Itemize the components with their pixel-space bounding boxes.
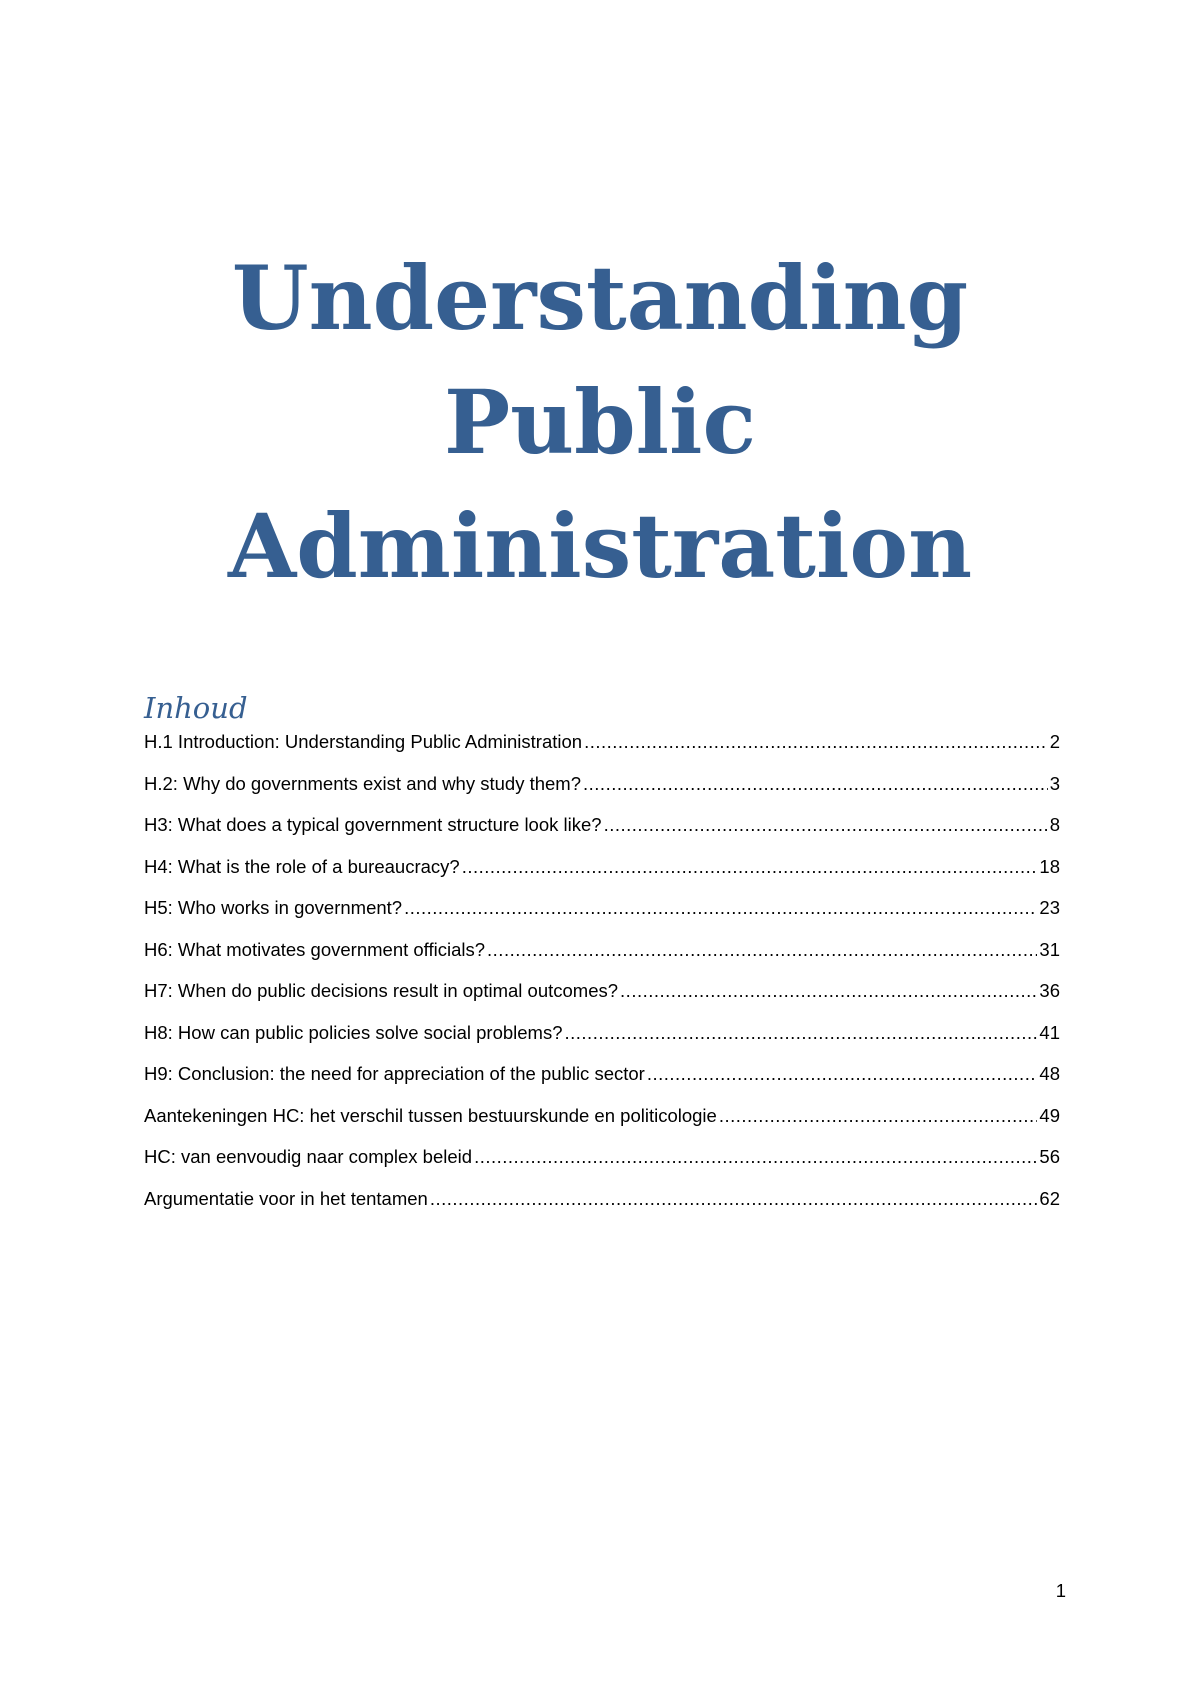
title-line-2: Public — [443, 370, 757, 474]
toc-dot-leader — [620, 979, 1037, 1003]
toc-dot-leader — [404, 896, 1037, 920]
toc-entry-page: 3 — [1049, 772, 1060, 794]
toc-entry-page: 49 — [1039, 1104, 1060, 1126]
toc-entry-page: 8 — [1049, 814, 1060, 835]
toc-list — [144, 730, 1060, 1228]
toc-entry-label: H9: Conclusion: the need for appreciation of the public sector — [144, 1063, 645, 1084]
toc-dot-leader — [583, 772, 1048, 796]
toc-entry-h4[interactable] — [144, 855, 1060, 897]
toc-dot-leader — [604, 813, 1048, 837]
toc-dot-leader — [584, 730, 1048, 754]
toc-entry-page: 18 — [1039, 855, 1060, 877]
toc-dot-leader — [647, 1062, 1038, 1086]
toc-entry-label: H8: How can public policies solve social problems? — [144, 1021, 563, 1043]
toc-entry-h5[interactable] — [144, 896, 1060, 938]
toc-dot-leader — [719, 1104, 1038, 1128]
toc-entry-label: H6: What motivates government officials? — [144, 938, 486, 960]
toc-entry-page: 31 — [1039, 938, 1060, 960]
title-line-1: Understanding — [231, 246, 969, 350]
toc-entry-page: 2 — [1049, 731, 1060, 752]
toc-entry-page: 48 — [1039, 1063, 1060, 1084]
table-of-contents — [144, 690, 1060, 1228]
toc-entry-h1[interactable] — [144, 730, 1060, 772]
toc-entry-label: H.1 Introduction: Understanding Public Administration — [144, 731, 583, 752]
toc-dot-leader — [430, 1187, 1038, 1211]
toc-entry-label: H3: What does a typical government structure look like? — [144, 814, 602, 835]
toc-entry-h7[interactable] — [144, 979, 1060, 1021]
toc-dot-leader — [565, 1021, 1038, 1045]
toc-entry-h2[interactable] — [144, 772, 1060, 814]
toc-entry-label: H5: Who works in government? — [144, 897, 403, 918]
toc-entry-page: 23 — [1039, 897, 1060, 918]
toc-entry-aantekeningen[interactable] — [144, 1104, 1060, 1146]
toc-entry-h3[interactable] — [144, 813, 1060, 855]
title-line-3: Administration — [227, 494, 973, 598]
toc-entry-page: 56 — [1039, 1146, 1060, 1167]
toc-entry-hc-beleid[interactable] — [144, 1145, 1060, 1187]
toc-entry-page: 36 — [1039, 980, 1060, 1001]
toc-entry-label: H7: When do public decisions result in optimal outcomes? — [144, 980, 619, 1001]
toc-dot-leader — [487, 938, 1037, 962]
toc-entry-label: Argumentatie voor in het tentamen — [144, 1187, 428, 1209]
toc-entry-page: 41 — [1039, 1021, 1060, 1043]
toc-entry-label: Aantekeningen HC: het verschil tussen bestuurskunde en politicologie — [144, 1104, 717, 1126]
toc-entry-h9[interactable] — [144, 1062, 1060, 1104]
toc-entry-label: H4: What is the role of a bureaucracy? — [144, 855, 460, 877]
toc-heading: Inhoud — [144, 691, 248, 725]
toc-entry-page: 62 — [1039, 1187, 1060, 1209]
toc-entry-label: H.2: Why do governments exist and why study them? — [144, 772, 582, 794]
toc-dot-leader — [462, 855, 1038, 879]
toc-entry-h6[interactable] — [144, 938, 1060, 980]
toc-entry-label: HC: van eenvoudig naar complex beleid — [144, 1146, 473, 1167]
page-number: 1 — [1055, 1580, 1066, 1601]
document-title — [0, 236, 1200, 608]
toc-entry-argumentatie[interactable] — [144, 1187, 1060, 1229]
toc-entry-h8[interactable] — [144, 1021, 1060, 1063]
toc-dot-leader — [474, 1145, 1037, 1169]
